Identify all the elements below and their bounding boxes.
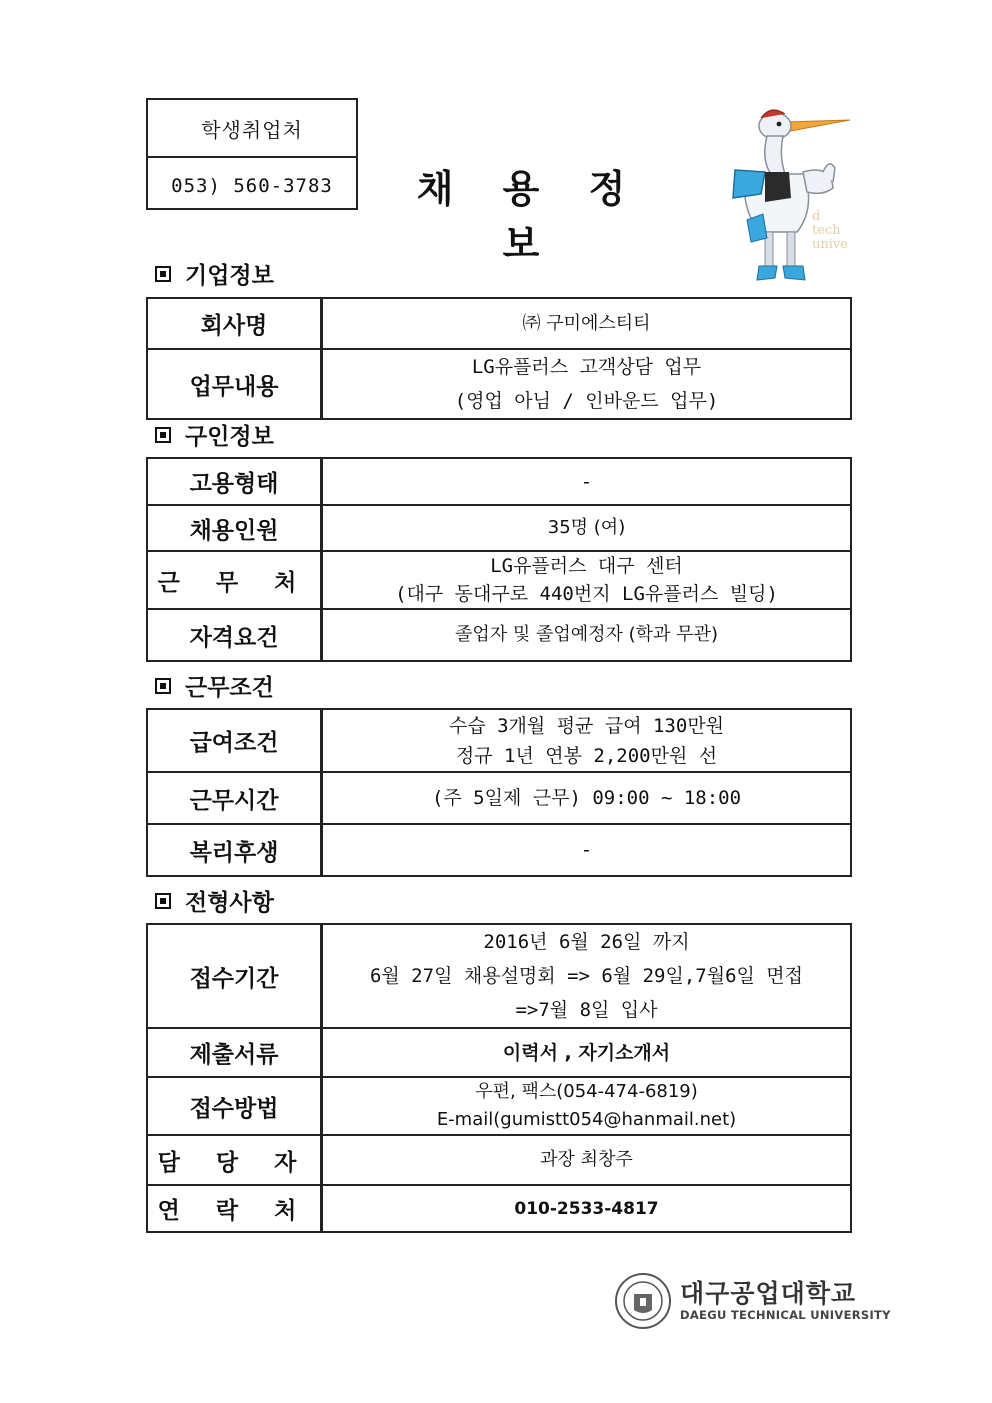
university-seal-icon bbox=[614, 1272, 672, 1330]
square-bullet-icon bbox=[155, 893, 171, 909]
work-hours-label: 근무시간 bbox=[147, 772, 322, 824]
application-method-value: 우편, 팩스(054-474-6819) E-mail(gumistt054@hanmail.net) bbox=[322, 1077, 852, 1135]
company-name-value: ㈜ 구미에스티티 bbox=[322, 298, 852, 349]
university-watermark-text: d tech unive bbox=[812, 209, 848, 252]
employment-type-label: 고용형태 bbox=[147, 458, 322, 505]
square-bullet-icon bbox=[155, 427, 171, 443]
university-name-korean: 대구공업대학교 bbox=[680, 1279, 857, 1308]
section-heading-recruit: 구인정보 bbox=[155, 418, 274, 451]
welfare-value: - bbox=[322, 824, 852, 876]
qualification-label: 자격요건 bbox=[147, 609, 322, 661]
application-period-value: 2016년 6월 26일 까지 6월 27일 채용설명회 => 6월 29일,7월6일 면접 =>7월 8일 입사 bbox=[322, 924, 852, 1028]
square-bullet-icon bbox=[155, 266, 171, 282]
documents-value: 이력서 , 자기소개서 bbox=[322, 1028, 852, 1077]
university-logo bbox=[614, 1272, 891, 1330]
salary-label: 급여조건 bbox=[147, 709, 322, 772]
contact-box bbox=[146, 98, 358, 210]
page-title: 채 용 정 보 bbox=[416, 167, 644, 266]
headcount-label: 채용인원 bbox=[147, 505, 322, 551]
section-heading-selection: 전형사항 bbox=[155, 884, 274, 917]
contact-label: 연 락 처 bbox=[147, 1185, 322, 1232]
workplace-label: 근 무 처 bbox=[147, 551, 322, 609]
duty-label: 업무내용 bbox=[147, 349, 322, 419]
selection-table bbox=[146, 923, 852, 1233]
manager-label: 담 당 자 bbox=[147, 1135, 322, 1185]
work-hours-value: (주 5일제 근무) 09:00 ~ 18:00 bbox=[322, 772, 852, 824]
application-method-label: 접수방법 bbox=[147, 1077, 322, 1135]
employment-type-value: - bbox=[322, 458, 852, 505]
application-period-label: 접수기간 bbox=[147, 924, 322, 1028]
workplace-value: LG유플러스 대구 센터 (대구 동대구로 440번지 LG유플러스 빌딩) bbox=[322, 551, 852, 609]
salary-value: 수습 3개월 평균 급여 130만원 정규 1년 연봉 2,200만원 선 bbox=[322, 709, 852, 772]
recruit-table bbox=[146, 457, 852, 662]
company-name-label: 회사명 bbox=[147, 298, 322, 349]
company-table bbox=[146, 297, 852, 420]
section-heading-conditions: 근무조건 bbox=[155, 669, 274, 702]
conditions-table bbox=[146, 708, 852, 877]
documents-label: 제출서류 bbox=[147, 1028, 322, 1077]
mascot-crane-illustration bbox=[705, 102, 855, 292]
square-bullet-icon bbox=[155, 678, 171, 694]
qualification-value: 졸업자 및 졸업예정자 (학과 무관) bbox=[322, 609, 852, 661]
office-phone: 053) 560-3783 bbox=[171, 174, 333, 197]
headcount-value: 35명 (여) bbox=[322, 505, 852, 551]
section-heading-company: 기업정보 bbox=[155, 257, 274, 290]
manager-value: 과장 최창주 bbox=[322, 1135, 852, 1185]
office-name: 학생취업처 bbox=[148, 100, 356, 158]
welfare-label: 복리후생 bbox=[147, 824, 322, 876]
university-name-english: DAEGU TECHNICAL UNIVERSITY bbox=[680, 1308, 891, 1322]
duty-value: LG유플러스 고객상담 업무 (영업 아님 / 인바운드 업무) bbox=[322, 349, 852, 419]
contact-value: 010-2533-4817 bbox=[322, 1185, 852, 1232]
